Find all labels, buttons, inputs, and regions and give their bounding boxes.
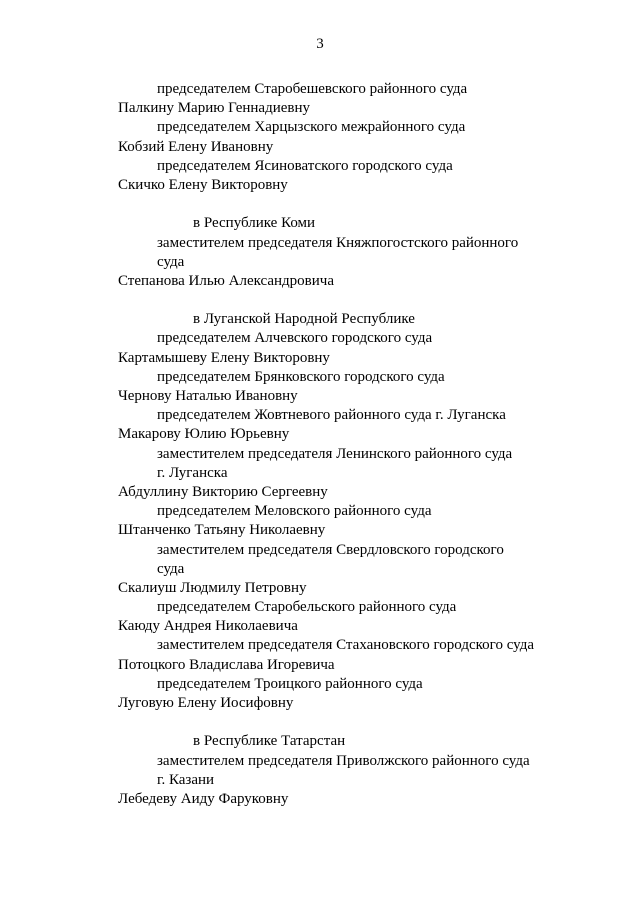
person-name: Картамышеву Елену Викторовну bbox=[118, 349, 330, 366]
person-name: Степанова Илью Александровича bbox=[118, 272, 334, 289]
appointment-list bbox=[118, 80, 588, 809]
position-line: председателем Жовтневого районного суда г. Луганска bbox=[157, 407, 506, 424]
person-name: Скичко Елену Викторовну bbox=[118, 176, 288, 193]
person-name: Абдуллину Викторию Сергеевну bbox=[118, 483, 328, 500]
person-name: Лебедеву Аиду Фаруковну bbox=[118, 790, 289, 807]
position-line: г. Казани bbox=[157, 771, 215, 788]
position-line: суда bbox=[157, 560, 185, 577]
section-gap bbox=[118, 195, 588, 214]
position-line: г. Луганска bbox=[157, 464, 228, 481]
position-line: заместителем председателя Ленинского районного суда bbox=[157, 445, 513, 462]
person-name: Каюду Андрея Николаевича bbox=[118, 618, 298, 635]
position-line: председателем Старобельского районного суда bbox=[157, 599, 457, 616]
person-name: Штанченко Татьяну Николаевну bbox=[118, 522, 326, 539]
person-name: Макарову Юлию Юрьевну bbox=[118, 426, 290, 443]
person-name: Скалиуш Людмилу Петровну bbox=[118, 579, 307, 596]
position-line: председателем Брянковского городского суда bbox=[157, 368, 445, 385]
person-name: Кобзий Елену Ивановну bbox=[118, 138, 274, 155]
position-line: заместителем председателя Стахановского городского суда bbox=[157, 637, 535, 654]
section-gap bbox=[118, 291, 588, 310]
position-line: председателем Старобешевского районного суда bbox=[157, 81, 468, 97]
position-line: председателем Меловского районного суда bbox=[157, 503, 432, 520]
page-number: 3 bbox=[316, 36, 324, 52]
person-name: Луговую Елену Иосифовну bbox=[118, 695, 294, 711]
position-line: председателем Алчевского городского суда bbox=[157, 330, 433, 347]
person-name: Чернову Наталью Ивановну bbox=[118, 388, 298, 404]
position-line: заместителем председателя Княжпогостского районного bbox=[157, 234, 519, 251]
region-heading: в Республике Татарстан bbox=[193, 733, 346, 750]
position-line: председателем Ясиноватского городского суда bbox=[157, 157, 453, 174]
person-name: Палкину Марию Геннадиевну bbox=[118, 100, 311, 117]
position-line: председателем Троицкого районного суда bbox=[157, 675, 423, 692]
position-line: председателем Харцызского межрайонного суда bbox=[157, 119, 466, 136]
position-line: заместителем председателя Приволжского районного суда bbox=[157, 752, 530, 769]
region-heading: в Луганской Народной Республике bbox=[193, 311, 415, 328]
position-line: заместителем председателя Свердловского городского bbox=[157, 541, 504, 558]
person-name: Потоцкого Владислава Игоревича bbox=[118, 656, 335, 673]
region-heading: в Республике Коми bbox=[193, 215, 316, 232]
section-gap bbox=[118, 713, 588, 732]
position-line: суда bbox=[157, 253, 185, 270]
